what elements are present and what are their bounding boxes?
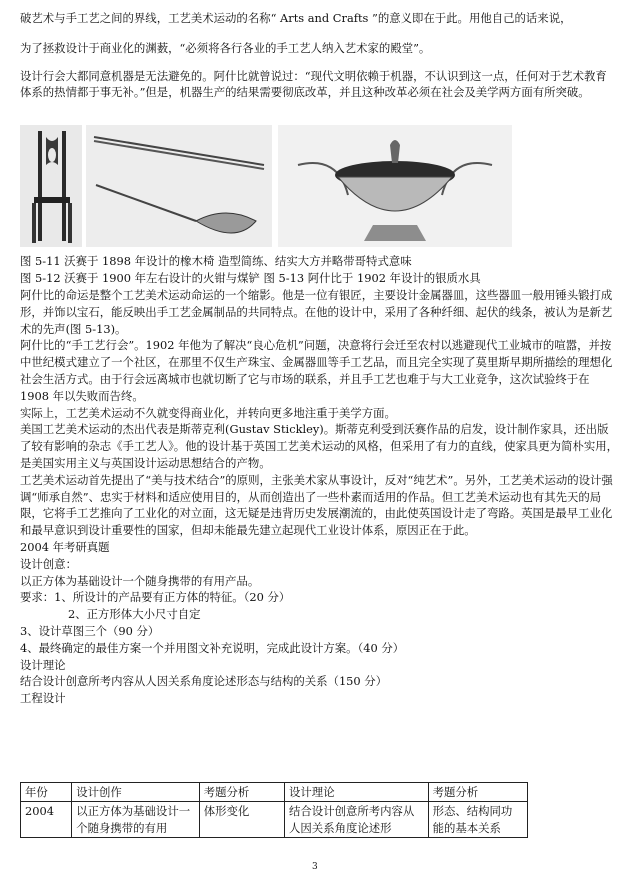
exam-task: 以正方体为基础设计一个随身携带的有用产品。 [20,573,260,588]
body-text [20,287,618,707]
tongs-shovel-photo [86,125,272,247]
paragraph: 工艺美术运动首先提出了“美与技术结合”的原则，主张美术家从事设计，反对“纯艺术”。另外，工艺美术运动的设计强调“师承自然”、忠实于材料和适应使用目的，从而创造出了一些朴素而适用的作品。但工艺美术运动也有其先天的局限，它将手工艺推向了工业化的对立面，这无疑是违背历史发展潮流的，由此使英国设计走了弯路。英国是最早工业化和最早意识到设计重要性的国家，但却未能最先建立起现代工业设计体系，原因正在于此。 [20,472,613,538]
section-design-creative: 设计创意： [20,556,77,571]
table-row [21,802,528,838]
paragraph: 美国工艺美术运动的杰出代表是斯蒂克利(Gustav Stickley)。斯蒂克利受到沃赛作品的启发，设计制作家具，还出版了较有影响的杂志《手工艺人》。他的设计基于英国工艺美术运动的风格，但采用了有力的直线，使家具更为简朴实用，是美国实用主义与英国设计运动思想结合的产物。 [20,422,619,470]
table-header-cell: 年份 [21,783,72,802]
figure-caption-1: 图 5-11 沃赛于 1898 年设计的橡木椅 造型简练、结实大方并略带哥特式意味 [20,254,412,268]
exam-analysis-table [20,782,528,838]
section-design-theory: 设计理论 [20,657,66,672]
table-cell: 体形变化 [199,802,284,838]
table-cell: 以正方体为基础设计一个随身携带的有用 [72,802,200,838]
table-header-cell: 设计理论 [285,783,429,802]
paragraph: 阿什比的“手工艺行会”。1902 年他为了解决“良心危机”问题，决意将行会迁至农村以逃避现代工业城市的喧嚣，并按中世纪模式建立了一个社区，在那里不仅生产珠宝、金属器皿等手工艺品，而且完全实现了莫里斯早期所描绘的理想化社会生活方式。由于行会远离城市也就切断了它与市场的联系，并且手工艺也难于与大工业竞争，这次试验终于在 1908 年以失败而告终。 [20,338,613,403]
theory-question: 结合设计创意所考内容从人因关系角度论述形态与结构的关系（150 分） [20,674,388,689]
silver-bowl-photo [278,125,512,247]
table-header-cell: 考题分析 [428,783,527,802]
requirement-3: 3、设计草图三个（90 分） [20,623,160,638]
table-header-cell: 设计创作 [72,783,200,802]
intro-line-1: 破艺术与手工艺之间的界线，工艺美术运动的名称“ Arts and Crafts ”的意义即在于此。用他自己的话来说， [20,11,572,25]
paragraph: 实际上，工艺美术运动不久就变得商业化，并转向更多地注重于美学方面。 [20,405,396,420]
page-number: 3 [312,862,318,872]
requirement-2: 2、正方形体大小尺寸自定 [68,607,201,622]
requirement-4: 4、最终确定的最佳方案一个并用图文补充说明，完成此设计方案。（40 分） [20,640,405,655]
section-engineering-design: 工程设计 [20,691,66,706]
table-header-cell: 考题分析 [199,783,284,802]
requirement-1: 要求：1、所设计的产品要有正方体的特征。（20 分） [20,590,291,605]
table-cell: 形态、结构同功能的基本关系 [428,802,527,838]
table-header-row [21,783,528,802]
intro-line-2: 为了拯救设计于商业化的渊薮，“必须将各行各业的手工艺人纳入艺术家的殿堂”。 [20,41,431,55]
table-cell: 2004 [21,802,72,838]
figure-caption-2: 图 5-12 沃赛于 1900 年左右设计的火钳与煤铲 图 5-13 阿什比于 1902 年设计的银质水具 [20,271,481,285]
figure-photos [20,125,618,247]
oak-chair-photo [20,125,82,247]
paragraph: 阿什比的命运是整个工艺美术运动命运的一个缩影。他是一位有银匠，主要设计金属器皿，这些器皿一般用锤头锻打成形，并饰以宝石，能反映出手工艺金属制品的共同特点。在他的设计中，采用了各种纤细、起伏的线条，被认为是新艺术的先声(图 5-13)。 [20,288,613,336]
table-cell: 结合设计创意所考内容从人因关系角度论述形 [285,802,429,838]
exam-heading: 2004 年考研真题 [20,539,110,554]
intro-paragraph: 设计行会大都同意机器是无法避免的。阿什比就曾说过：“现代文明依赖于机器，不认识到这一点，任何对于艺术教育体系的热情都于事无补。”但是，机器生产的结果需要彻底改革，并且这种改革必须在社会及美学两方面有所突破。 [20,69,607,100]
